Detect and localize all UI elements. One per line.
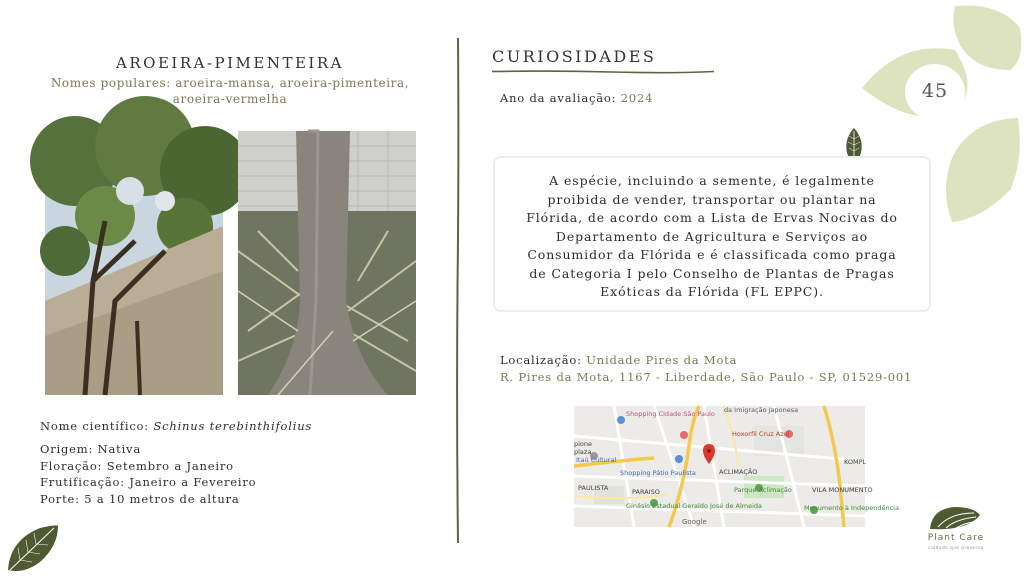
- evaluation-year: [500, 91, 653, 105]
- map-label: VILA MONUMENTO: [812, 486, 873, 494]
- species-title: AROEIRA-PIMENTEIRA: [116, 54, 344, 72]
- evaluation-year-value: 2024: [620, 91, 654, 105]
- flowering-row: [40, 459, 234, 473]
- map-label: Itaú Cultural: [576, 456, 617, 464]
- map-label: pione: [574, 440, 593, 448]
- location-map[interactable]: [574, 406, 899, 527]
- map-label: KOMPL: [844, 458, 867, 466]
- size-value: 5 a 10 metros de altura: [84, 492, 240, 506]
- origin-row: [40, 442, 141, 456]
- plant-care-logo-icon: [928, 503, 982, 533]
- curiosity-line: Consumidor da Flórida e é classificada como praga: [527, 247, 897, 262]
- page-number: 45: [905, 64, 965, 120]
- popular-names-line2: aroeira-vermelha: [172, 92, 288, 106]
- curiosity-line: Flórida, de acordo com a Lista de Ervas Nocivas do: [526, 210, 898, 225]
- map-label: Shopping Pátio Paulista: [620, 469, 696, 477]
- popular-names: [40, 75, 420, 107]
- flowering-value: Setembro a Janeiro: [106, 459, 234, 473]
- tree-trunk-photo: [238, 131, 416, 395]
- tree-canopy-photo: [45, 131, 223, 395]
- corner-leaf-icon: [0, 520, 62, 576]
- size-label: Porte:: [40, 492, 80, 506]
- map-label: Ginásio Estadual Geraldo José de Almeida: [626, 502, 763, 510]
- fruiting-row: [40, 475, 256, 489]
- location-address: R. Pires da Mota, 1167 - Liberdade, São Paulo - SP, 01529-001: [500, 370, 913, 384]
- logo-tagline: cuidado que preserva: [928, 545, 984, 550]
- popular-names-line1: aroeira-mansa, aroeira-pimenteira,: [175, 76, 410, 90]
- curiosity-line: proibida de vender, transportar ou plantar na: [547, 191, 877, 207]
- map-label: da Imigração Japonesa: [724, 406, 799, 414]
- map-label: Google: [682, 518, 707, 526]
- scientific-name: [40, 419, 312, 433]
- title-underline: [492, 70, 714, 73]
- map-label: Hoxorfil Cruz Azul: [732, 430, 790, 438]
- column-divider: [456, 38, 460, 543]
- size-row: [40, 492, 240, 506]
- evaluation-year-label: Ano da avaliação:: [500, 91, 617, 105]
- location-label: Localização:: [500, 353, 582, 367]
- map-label: Monumento à Independência: [804, 504, 899, 512]
- scientific-name-value: Schinus terebinthifolius: [153, 419, 313, 433]
- curiosity-line: A espécie, incluindo a semente, é legalmente: [549, 173, 875, 188]
- fruiting-label: Frutificação:: [40, 475, 125, 489]
- curiosity-line: Exóticas da Flórida (FL EPPC).: [600, 284, 824, 299]
- location-unit: Unidade Pires da Mota: [586, 353, 738, 367]
- curiosities-title: CURIOSIDADES: [492, 47, 657, 66]
- origin-value: Nativa: [97, 442, 141, 456]
- origin-label: Origem:: [40, 442, 94, 456]
- flowering-label: Floração:: [40, 459, 103, 473]
- map-label: ACLIMAÇÃO: [719, 468, 758, 476]
- map-label: Shopping Cidade São Paulo: [626, 410, 715, 418]
- curiosity-line: de Categoria I pelo Conselho de Plantas de Pragas: [529, 265, 895, 281]
- map-label: PARAISO: [632, 488, 660, 496]
- scientific-name-label: Nome científico:: [40, 419, 149, 433]
- map-label: Parque Aclimação: [734, 486, 792, 494]
- popular-names-label: Nomes populares:: [50, 76, 171, 90]
- location-block: [500, 352, 912, 386]
- curiosity-line: Departamento de Agricultura e Serviços ao: [555, 228, 869, 244]
- fruiting-value: Janeiro a Fevereiro: [129, 475, 257, 489]
- map-label: plaza: [574, 448, 592, 456]
- logo-name: Plant Care: [927, 533, 985, 543]
- map-label: PAULISTA: [578, 484, 609, 492]
